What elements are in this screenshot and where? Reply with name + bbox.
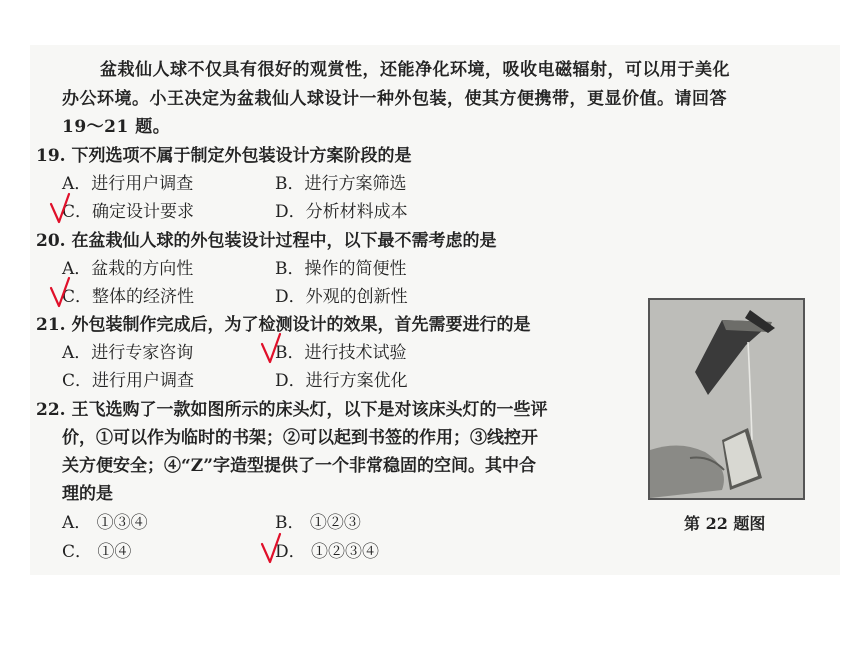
question-22-option-d: D． ①②③④	[275, 542, 380, 562]
question-22-option-c: C． ①④	[62, 542, 132, 562]
question-22-stem-line-4: 理的是	[62, 484, 113, 504]
question-20-option-d: D．外观的创新性	[275, 287, 408, 307]
question-21-option-d: D．进行方案优化	[275, 371, 408, 391]
answer-check-icon-q22	[258, 530, 292, 570]
question-22-stem-line-2: 价，①可以作为临时的书架；②可以起到书签的作用；③线控开	[62, 428, 538, 448]
intro-line-2: 办公环境。小王决定为盆栽仙人球设计一种外包装，使其方便携带，更显价值。请回答	[62, 89, 727, 109]
question-20-option-b: B．操作的简便性	[275, 259, 407, 279]
question-19-option-c: C．确定设计要求	[62, 202, 195, 222]
intro-line-1: 盆栽仙人球不仅具有很好的观赏性，还能净化环境，吸收电磁辐射，可以用于美化	[100, 60, 730, 80]
question-22-stem-line-3: 关方便安全；④“Z”字造型提供了一个非常稳固的空间。其中合	[62, 456, 536, 476]
figure-caption: 第 22 题图	[684, 514, 766, 533]
answer-check-icon-q21	[258, 330, 292, 370]
question-19-option-d: D．分析材料成本	[275, 202, 408, 222]
question-21-stem: 21. 外包装制作完成后，为了检测设计的效果，首先需要进行的是	[36, 315, 531, 335]
question-19-option-a: A．进行用户调查	[62, 174, 194, 194]
question-22-option-b: B． ①②③	[275, 513, 361, 533]
question-22-option-a: A． ①③④	[62, 513, 148, 533]
intro-line-3: 19～21 题。	[62, 117, 171, 137]
question-19-option-b: B．进行方案筛选	[275, 174, 407, 194]
question-20-stem: 20. 在盆栽仙人球的外包装设计过程中，以下最不需考虑的是	[36, 231, 497, 251]
question-21-option-c: C．进行用户调查	[62, 371, 195, 391]
question-22-stem-line-1: 22. 王飞选购了一款如图所示的床头灯，以下是对该床头灯的一些评	[36, 400, 548, 420]
bedside-lamp-photo	[648, 298, 805, 500]
answer-check-icon-q19	[47, 190, 81, 230]
question-19-stem: 19. 下列选项不属于制定外包装设计方案阶段的是	[36, 146, 412, 166]
lamp-illustration	[650, 300, 803, 498]
question-20-option-a: A．盆栽的方向性	[62, 259, 194, 279]
question-20-option-c: C．整体的经济性	[62, 287, 195, 307]
answer-check-icon-q20	[47, 274, 81, 314]
question-21-option-a: A．进行专家咨询	[62, 343, 194, 363]
question-21-option-b: B．进行技术试验	[275, 343, 407, 363]
